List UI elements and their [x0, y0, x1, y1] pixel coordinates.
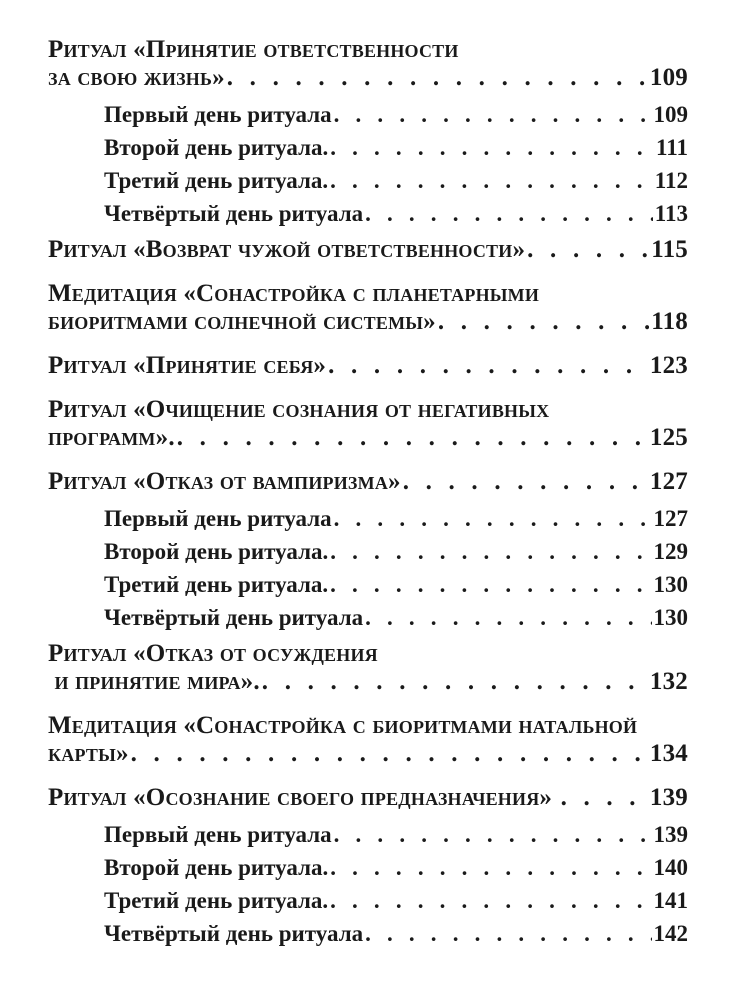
toc-entry[interactable] — [48, 468, 688, 496]
toc-subentry[interactable] — [48, 568, 688, 601]
toc-subentry[interactable] — [48, 164, 688, 197]
page-number: 134 — [649, 740, 688, 767]
toc-entry-title-line: Медитация «Сонастройка с биоритмами натальной — [48, 712, 638, 739]
dot-leader — [330, 131, 654, 164]
toc-entry-title-line: и принятие мира». — [48, 668, 260, 695]
dot-leader — [330, 851, 651, 884]
toc-entry[interactable] — [48, 352, 688, 380]
toc-entry-title-line: Ритуал «Принятие себя» — [48, 352, 327, 379]
toc-entry[interactable] — [48, 396, 688, 452]
page-number: 130 — [653, 605, 688, 630]
dot-leader — [334, 98, 652, 131]
toc-entry-title-line: Ритуал «Осознание своего предназначения» — [48, 784, 559, 811]
page-number: 113 — [654, 201, 688, 226]
toc-entry-title-line: карты» — [48, 740, 129, 767]
toc-entry[interactable] — [48, 280, 688, 336]
dot-leader — [365, 917, 651, 950]
toc-subentry-label: Второй день ритуала. — [104, 855, 329, 880]
toc-subentry-label: Четвёртый день ритуала — [104, 921, 364, 946]
toc-subentry[interactable] — [48, 851, 688, 884]
page-number: 132 — [649, 668, 688, 695]
toc-entry-title-line: Ритуал «Очищение сознания от негативных — [48, 396, 550, 423]
dot-leader — [365, 197, 653, 230]
page-number: 139 — [653, 822, 688, 847]
toc-entry-title-line: за свою жизнь» — [48, 64, 225, 91]
page-number: 140 — [653, 855, 688, 880]
toc-subentry-label: Второй день ритуала. — [104, 539, 329, 564]
page-number: 129 — [653, 539, 688, 564]
dot-leader — [330, 535, 651, 568]
dot-leader — [131, 740, 648, 768]
toc-subentry[interactable] — [48, 131, 688, 164]
dot-leader — [365, 601, 651, 634]
toc-entry-title-line: Ритуал «Отказ от вампиризма» — [48, 468, 401, 495]
page-number: 118 — [651, 308, 688, 335]
page-number: 130 — [653, 572, 688, 597]
page-number: 141 — [653, 888, 688, 913]
dot-leader — [403, 468, 648, 496]
toc-subentry-label: Второй день ритуала. — [104, 135, 329, 160]
toc-subentry-label: Четвёртый день ритуала — [104, 201, 364, 226]
dot-leader — [438, 308, 649, 336]
toc-subentry-label: Третий день ритуала. — [104, 888, 329, 913]
page-number: 123 — [649, 352, 688, 379]
toc-entry-title-line: Ритуал «Принятие ответственности — [48, 36, 459, 63]
toc-subentry[interactable] — [48, 818, 688, 851]
toc-subentry-label: Четвёртый день ритуала — [104, 605, 364, 630]
toc-entry-title-line: Ритуал «Возврат чужой ответственности» — [48, 236, 526, 263]
dot-leader — [262, 668, 648, 696]
toc-subentry-label: Первый день ритуала — [104, 822, 332, 847]
toc-subentry-label: Третий день ритуала. — [104, 572, 329, 597]
table-of-contents — [48, 36, 688, 950]
toc-entry[interactable] — [48, 784, 688, 812]
page-number: 111 — [656, 135, 688, 160]
toc-subentry[interactable] — [48, 535, 688, 568]
toc-subentry-label: Первый день ритуала — [104, 102, 332, 127]
dot-leader — [334, 818, 652, 851]
page-number: 127 — [653, 506, 688, 531]
page-number: 125 — [649, 424, 688, 451]
toc-entry-title-line: биоритмами солнечной системы» — [48, 308, 436, 335]
toc-subentry[interactable] — [48, 917, 688, 950]
dot-leader — [227, 64, 648, 92]
toc-subentry[interactable] — [48, 197, 688, 230]
page-number: 127 — [649, 468, 688, 495]
page-number: 142 — [653, 921, 688, 946]
toc-subentry-label: Третий день ритуала. — [104, 168, 329, 193]
dot-leader — [328, 352, 648, 380]
toc-subentry[interactable] — [48, 98, 688, 131]
dot-leader — [334, 502, 652, 535]
dot-leader — [527, 236, 649, 264]
dot-leader — [177, 424, 648, 452]
toc-subentry[interactable] — [48, 601, 688, 634]
toc-subentry[interactable] — [48, 884, 688, 917]
toc-entry-title-line: Ритуал «Отказ от осуждения — [48, 640, 378, 667]
page-number: 115 — [651, 236, 688, 263]
page-number: 109 — [649, 64, 688, 91]
toc-subentry[interactable] — [48, 502, 688, 535]
toc-entry[interactable] — [48, 640, 688, 696]
toc-entry[interactable] — [48, 236, 688, 264]
toc-entry-title-line: программ». — [48, 424, 175, 451]
toc-entry[interactable] — [48, 36, 688, 92]
page-number: 109 — [653, 102, 688, 127]
dot-leader — [330, 164, 653, 197]
dot-leader — [330, 884, 651, 917]
page-number: 112 — [654, 168, 688, 193]
page-number: 139 — [649, 784, 688, 811]
toc-entry-title-line: Медитация «Сонастройка с планетарными — [48, 280, 540, 307]
dot-leader — [561, 784, 648, 812]
toc-subentry-label: Первый день ритуала — [104, 506, 332, 531]
toc-entry[interactable] — [48, 712, 688, 768]
dot-leader — [330, 568, 651, 601]
